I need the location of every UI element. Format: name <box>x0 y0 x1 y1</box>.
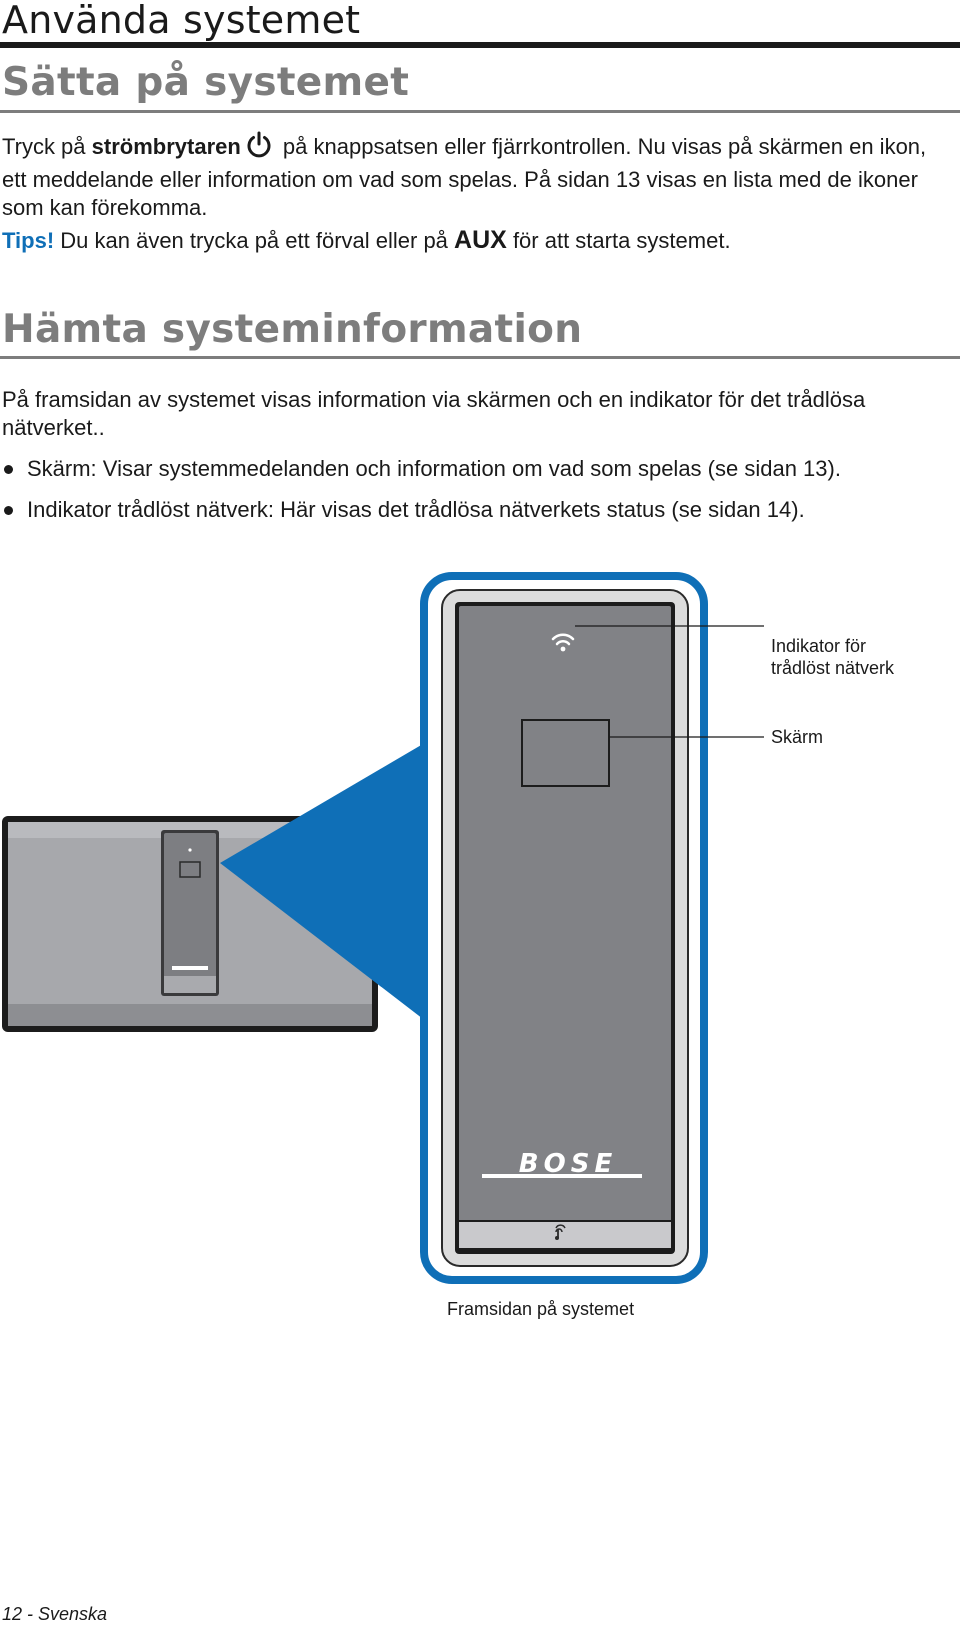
callout-wifi-line2: trådlöst nätverk <box>771 658 895 678</box>
page-footer: 12 - Svenska <box>2 1604 108 1624</box>
section-rule <box>0 110 960 113</box>
front-panel-enlarged <box>424 576 704 1280</box>
power-on-text-post: på knappsatsen eller fjärrkontrollen. Nu visas på skärmen en ikon, ett meddelande eller information om vad som spelas. På sidan 13 visas en lista med de ikoner som kan förekomma. <box>2 134 927 220</box>
callout-wifi-line1: Indikator för <box>771 636 867 656</box>
section-title-power-on: Sätta på systemet <box>2 60 410 105</box>
list-item: Skärm: Visar systemmedelanden och information om vad som spelas (se sidan 13). <box>2 455 942 483</box>
power-icon <box>245 131 273 166</box>
system-info-paragraph: På framsidan av systemet visas information via skärmen och en indikator för det trådlösa nätverket.. <box>2 387 866 440</box>
list-item: Indikator trådlöst nätverk: Här visas det trådlösa nätverkets status (se sidan 14). <box>2 496 942 524</box>
chapter-rule <box>0 42 960 48</box>
tip-label: Tips! <box>2 228 55 253</box>
power-button-term: strömbrytaren <box>91 134 241 159</box>
power-on-paragraph <box>2 131 942 222</box>
tip-text-pre: Du kan även trycka på ett förval eller på <box>54 228 455 253</box>
svg-text:BOSE: BOSE <box>518 1149 618 1179</box>
figure-caption: Framsidan på systemet <box>447 1299 635 1319</box>
chapter-title: Använda systemet <box>2 0 361 42</box>
callout-screen: Skärm <box>771 727 824 747</box>
section-title-system-info: Hämta systeminformation <box>2 307 583 352</box>
aux-term: AUX <box>454 226 507 254</box>
power-on-text-pre: Tryck på <box>2 134 92 159</box>
section-rule <box>0 356 960 359</box>
system-info-bullet-list <box>2 455 942 537</box>
callout-wifi-indicator <box>771 635 894 679</box>
tip-paragraph <box>2 226 942 255</box>
tip-text-post: för att starta systemet. <box>506 228 731 253</box>
